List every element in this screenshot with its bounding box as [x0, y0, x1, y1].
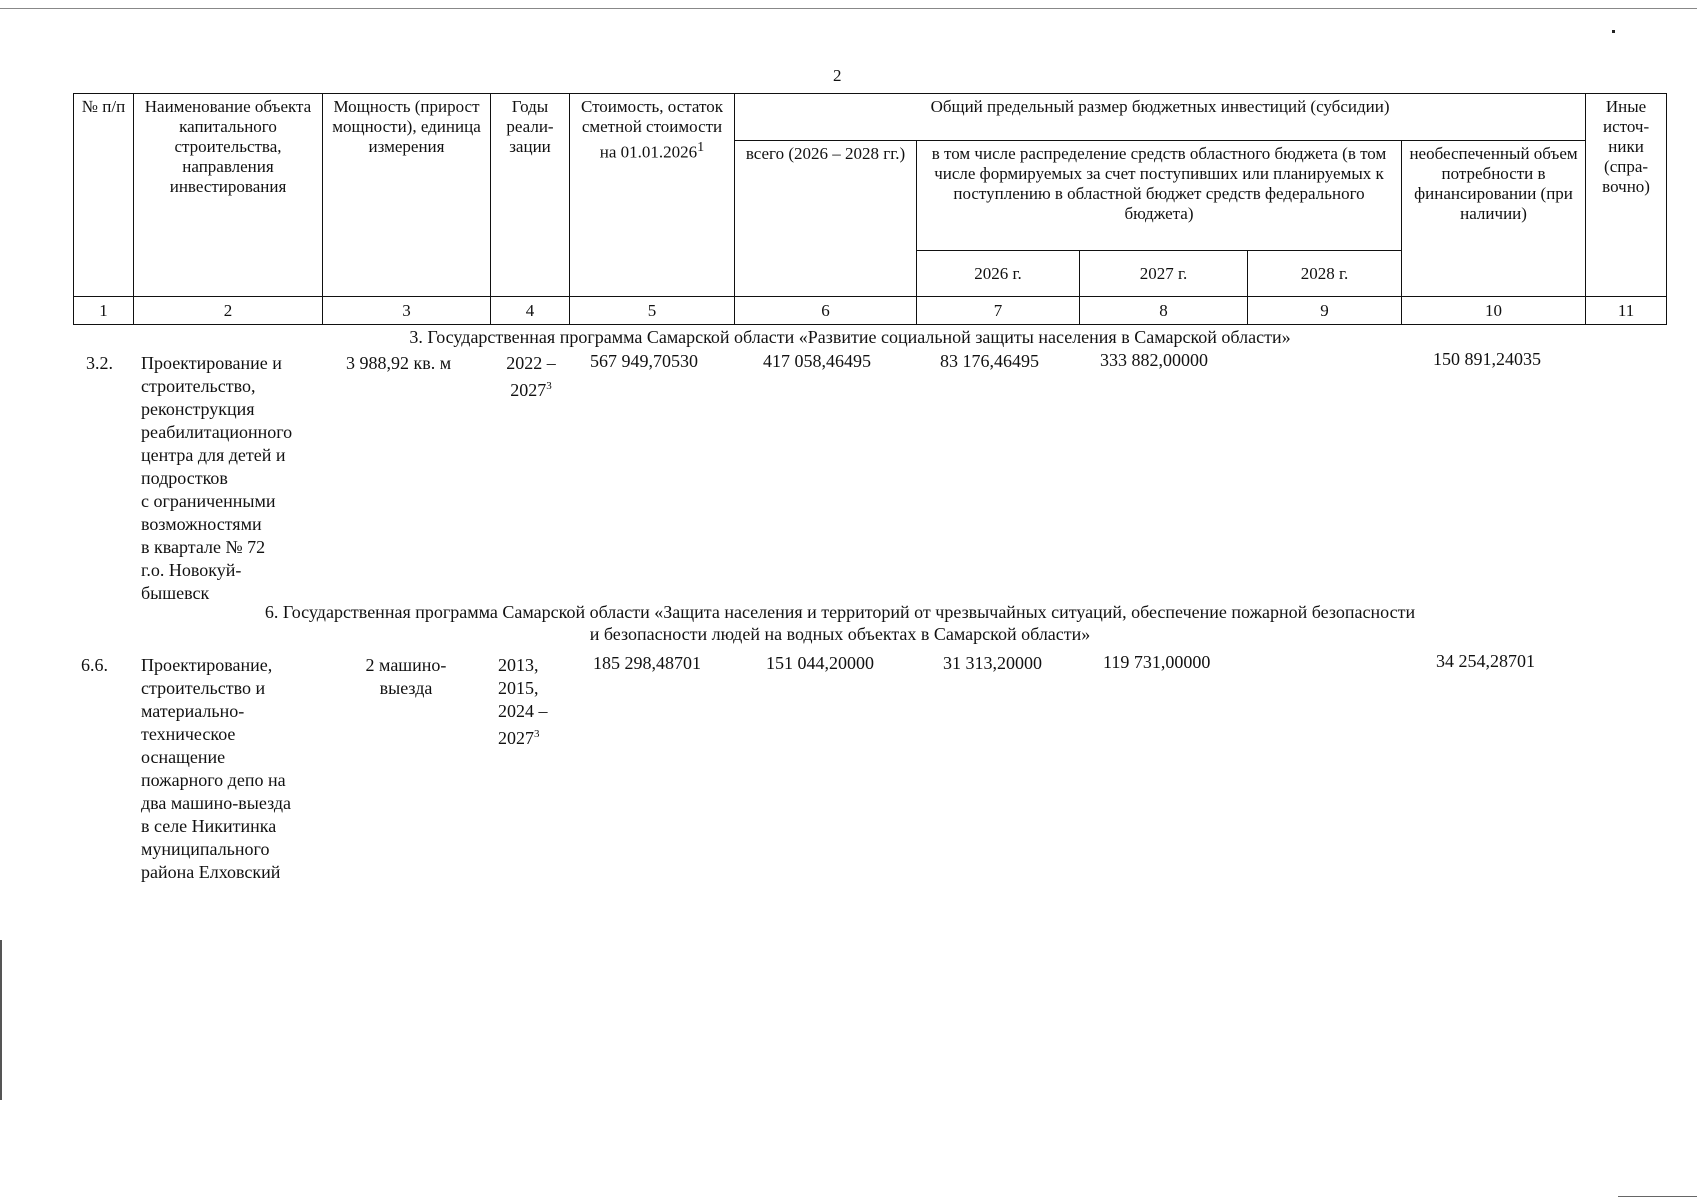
name-line: материально-	[141, 701, 245, 721]
column-number: 7	[917, 297, 1080, 325]
name-line: два машино-выезда	[141, 793, 292, 813]
name-line: центра для детей и	[141, 445, 286, 465]
years-line: 2024 –	[498, 701, 548, 721]
column-number: 6	[735, 297, 917, 325]
section-title-line: и безопасности людей на водных объектах в Самарской области»	[589, 624, 1091, 644]
years-value	[497, 352, 565, 402]
years-line: 2013,	[498, 655, 539, 675]
y2027-value: 119 731,00000	[1103, 652, 1211, 672]
section-title: 3. Государственная программа Самарской области «Развитие социальной защиты населения в Самарской области»	[409, 327, 1291, 347]
header-budget-group: Общий предельный размер бюджетных инвестиций (субсидии)	[735, 94, 1586, 141]
header-capacity: Мощность (прирост мощности), единица измерения	[323, 94, 491, 297]
name-line: Проектирование и	[141, 353, 282, 373]
column-number: 11	[1586, 297, 1667, 325]
years-line: 2027	[498, 728, 534, 748]
name-line: строительство и	[141, 678, 266, 698]
column-number: 1	[74, 297, 134, 325]
column-number: 9	[1248, 297, 1402, 325]
header-2026: 2026 г.	[917, 251, 1080, 297]
name-line: пожарного депо на	[141, 770, 286, 790]
header-total: всего (2026 – 2028 гг.)	[735, 141, 917, 297]
y2026-value: 31 313,20000	[943, 653, 1042, 673]
name-line: реконструкция	[141, 399, 255, 419]
capacity-value	[356, 654, 456, 700]
section-title-line: 6. Государственная программа Самарской области «Защита населения и территорий от чрезвычайных ситуаций, обеспечение пожарной безопасности	[264, 602, 1416, 622]
name-line: Проектирование,	[141, 655, 273, 675]
y2026-value: 83 176,46495	[940, 351, 1039, 371]
scan-speck	[1612, 30, 1615, 33]
y2027-value: 333 882,00000	[1100, 350, 1208, 370]
name-line: реабилитационного	[141, 422, 293, 442]
header-2027: 2027 г.	[1080, 251, 1248, 297]
budget-table-header	[73, 93, 1667, 325]
name-line: района Елховский	[141, 862, 281, 882]
page-number: 2	[833, 66, 842, 85]
capacity-line: 2 машино-	[365, 655, 447, 675]
years-footnote: 3	[546, 380, 552, 392]
name-line: г.о. Новокуй-	[141, 560, 242, 580]
header-cost-label: Стоимость, остаток сметной стоимости на 01.01.2026	[580, 97, 723, 162]
years-line: 2027	[510, 380, 547, 400]
scan-edge-line	[0, 8, 1697, 9]
section-title	[150, 601, 1530, 645]
capacity-line: выезда	[379, 678, 433, 698]
total-value: 417 058,46495	[763, 351, 871, 371]
object-name	[141, 654, 321, 884]
header-2028: 2028 г.	[1248, 251, 1402, 297]
header-years: Годы реали-зации	[491, 94, 570, 297]
scan-edge-mark	[0, 940, 2, 1100]
cost-value: 567 949,70530	[590, 351, 698, 371]
column-number: 8	[1080, 297, 1248, 325]
scan-bottom-line	[1618, 1196, 1697, 1197]
name-line: подростков	[141, 468, 228, 488]
name-line: бышевск	[141, 583, 210, 603]
name-line: в селе Никитинка	[141, 816, 277, 836]
name-line: муниципального	[141, 839, 270, 859]
header-cost-footnote: 1	[697, 139, 705, 155]
years-line: 2022 –	[506, 353, 556, 373]
column-number: 4	[491, 297, 570, 325]
column-number: 10	[1402, 297, 1586, 325]
header-distribution: в том числе распределение средств областного бюджета (в том числе формируемых за счет поступивших или планируемых к поступлению в областной бюджет средств федерального бюджета)	[917, 141, 1402, 251]
row-number: 6.6.	[81, 655, 108, 675]
unfunded-value: 150 891,24035	[1433, 349, 1541, 369]
name-line: в квартале № 72	[141, 537, 266, 557]
row-number: 3.2.	[86, 353, 113, 373]
header-other: Иные источ-ники (спра-вочно)	[1586, 94, 1667, 297]
object-name	[141, 352, 321, 605]
unfunded-value: 34 254,28701	[1436, 651, 1535, 671]
header-unfunded: необеспеченный объем потребности в финансировании (при наличии)	[1402, 141, 1586, 297]
name-line: оснащение	[141, 747, 226, 767]
capacity-value: 3 988,92 кв. м	[346, 353, 452, 373]
years-footnote: 3	[534, 728, 540, 740]
total-value: 151 044,20000	[766, 653, 874, 673]
name-line: техническое	[141, 724, 236, 744]
name-line: возможностями	[141, 514, 262, 534]
column-number: 5	[570, 297, 735, 325]
name-line: строительство,	[141, 376, 256, 396]
years-line: 2015,	[498, 678, 539, 698]
header-cost	[570, 94, 735, 297]
cost-value: 185 298,48701	[593, 653, 701, 673]
name-line: с ограниченными	[141, 491, 276, 511]
column-number: 2	[134, 297, 323, 325]
header-name: Наименование объекта капитального строительства, направления инвестирования	[134, 94, 323, 297]
column-number: 3	[323, 297, 491, 325]
header-num: № п/п	[74, 94, 134, 297]
years-value	[498, 654, 548, 750]
